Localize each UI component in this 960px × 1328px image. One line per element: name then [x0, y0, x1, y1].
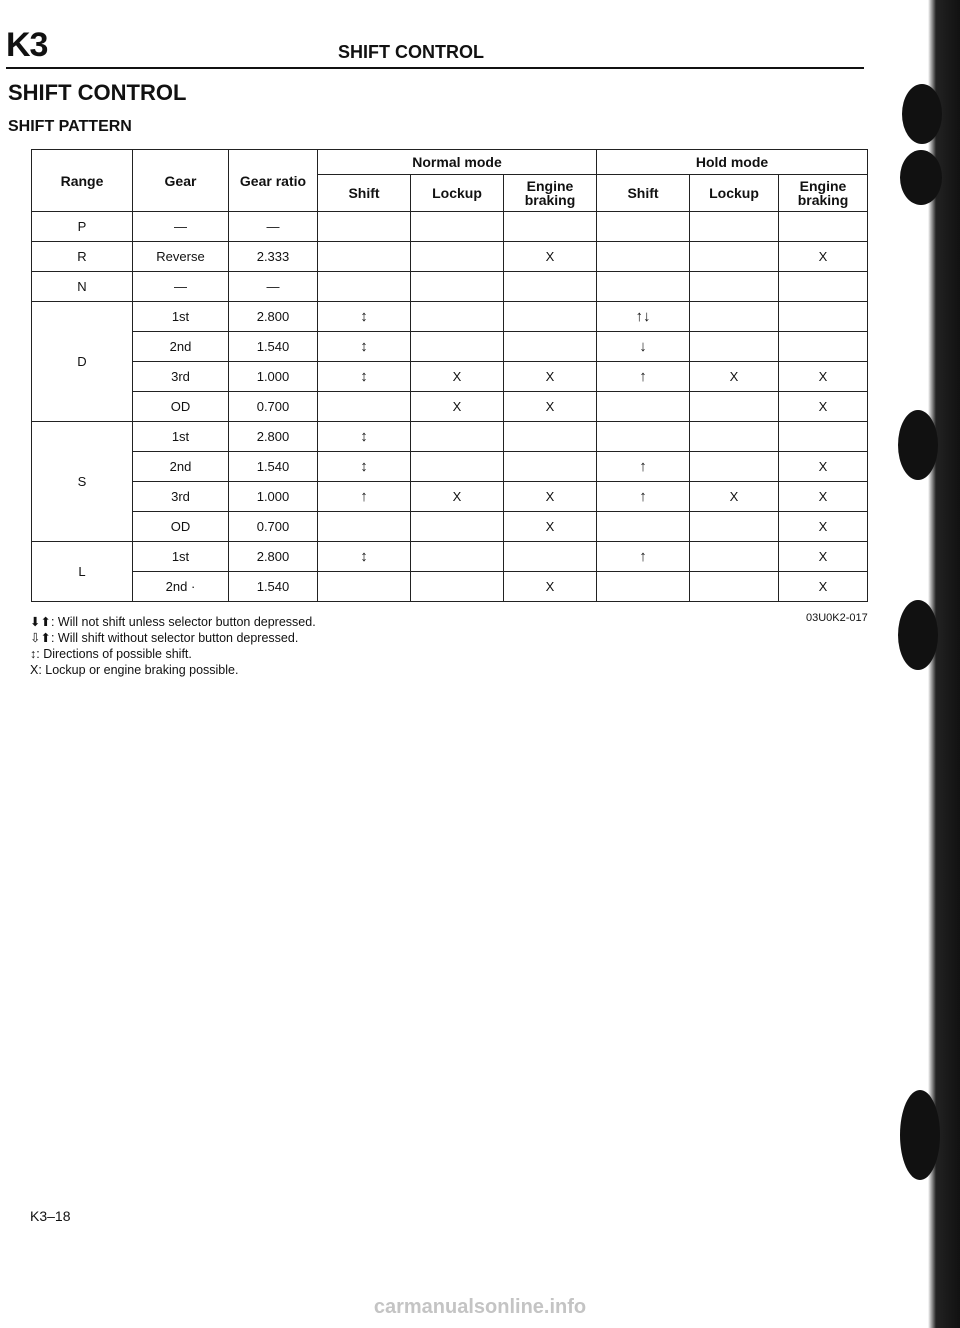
- figure-code: 03U0K2-017: [806, 612, 868, 624]
- table-row: [32, 452, 868, 482]
- shift-pattern-table: [31, 149, 868, 602]
- hold-shift-cell: ↑: [597, 482, 690, 512]
- hold-shift-cell: [597, 392, 690, 422]
- ratio-cell: 1.540: [229, 572, 318, 602]
- hold-engine-braking-cell: X: [779, 572, 868, 602]
- normal-engine-braking-cell: [504, 422, 597, 452]
- normal-shift-cell: [318, 212, 411, 242]
- hold-engine-braking-cell: X: [779, 362, 868, 392]
- gear-cell: 2nd ·: [133, 572, 229, 602]
- ratio-cell: —: [229, 272, 318, 302]
- hold-lockup-cell: [690, 572, 779, 602]
- ratio-cell: 2.800: [229, 302, 318, 332]
- col-normal-lockup: Lockup: [411, 175, 504, 212]
- normal-lockup-cell: [411, 512, 504, 542]
- normal-engine-braking-cell: X: [504, 392, 597, 422]
- normal-shift-cell: [318, 512, 411, 542]
- ratio-cell: —: [229, 212, 318, 242]
- hold-shift-cell: ↑: [597, 542, 690, 572]
- col-normal-shift: Shift: [318, 175, 411, 212]
- ratio-cell: 2.333: [229, 242, 318, 272]
- hold-lockup-cell: [690, 332, 779, 362]
- page-number: K3–18: [30, 1208, 71, 1224]
- legend: [30, 614, 316, 678]
- normal-lockup-cell: [411, 542, 504, 572]
- hold-lockup-cell: [690, 452, 779, 482]
- range-cell: N: [32, 272, 133, 302]
- col-normal-engine-braking: Engine braking: [504, 175, 597, 212]
- binding-mark: [900, 1090, 940, 1180]
- normal-engine-braking-cell: X: [504, 482, 597, 512]
- hold-shift-cell: ↓: [597, 332, 690, 362]
- subsection-title: SHIFT PATTERN: [8, 118, 132, 135]
- ratio-cell: 2.800: [229, 422, 318, 452]
- hold-shift-cell: [597, 512, 690, 542]
- normal-shift-cell: ↕: [318, 362, 411, 392]
- gear-cell: 2nd: [133, 332, 229, 362]
- gear-cell: 2nd: [133, 452, 229, 482]
- table-row: [32, 272, 868, 302]
- hold-lockup-cell: [690, 302, 779, 332]
- normal-shift-cell: ↕: [318, 422, 411, 452]
- ratio-cell: 1.540: [229, 332, 318, 362]
- col-hold-engine-braking: Engine braking: [779, 175, 868, 212]
- normal-shift-cell: ↕: [318, 302, 411, 332]
- legend-item: ⇩⬆: Will shift without selector button depressed.: [30, 631, 299, 645]
- hold-lockup-cell: [690, 422, 779, 452]
- range-cell: R: [32, 242, 133, 272]
- col-gear-ratio: Gear ratio: [229, 150, 318, 212]
- normal-lockup-cell: [411, 332, 504, 362]
- hold-lockup-cell: [690, 392, 779, 422]
- hold-engine-braking-cell: [779, 272, 868, 302]
- hold-shift-cell: ↑: [597, 362, 690, 392]
- normal-engine-braking-cell: X: [504, 572, 597, 602]
- hold-engine-braking-cell: [779, 302, 868, 332]
- normal-shift-cell: ↕: [318, 542, 411, 572]
- gear-cell: 3rd: [133, 482, 229, 512]
- table-row: [32, 572, 868, 602]
- binding-mark: [902, 84, 942, 144]
- table-row: [32, 212, 868, 242]
- gear-cell: —: [133, 212, 229, 242]
- normal-lockup-cell: X: [411, 362, 504, 392]
- legend-item: X: Lockup or engine braking possible.: [30, 663, 239, 677]
- table-row: [32, 542, 868, 572]
- col-hold-shift: Shift: [597, 175, 690, 212]
- section-title: SHIFT CONTROL: [8, 80, 187, 105]
- gear-cell: Reverse: [133, 242, 229, 272]
- hold-lockup-cell: [690, 542, 779, 572]
- normal-engine-braking-cell: [504, 332, 597, 362]
- normal-shift-cell: ↕: [318, 452, 411, 482]
- normal-engine-braking-cell: [504, 452, 597, 482]
- hold-engine-braking-cell: X: [779, 512, 868, 542]
- col-normal-mode: Normal mode: [318, 150, 597, 175]
- hold-engine-braking-cell: X: [779, 392, 868, 422]
- normal-lockup-cell: [411, 572, 504, 602]
- table-row: [32, 482, 868, 512]
- range-cell: L: [32, 542, 133, 602]
- col-hold-lockup: Lockup: [690, 175, 779, 212]
- header-rule: [6, 67, 864, 69]
- table-row: [32, 242, 868, 272]
- col-hold-mode: Hold mode: [597, 150, 868, 175]
- table-row: [32, 512, 868, 542]
- hold-engine-braking-cell: X: [779, 452, 868, 482]
- normal-lockup-cell: [411, 242, 504, 272]
- ratio-cell: 1.540: [229, 452, 318, 482]
- hold-shift-cell: ↑↓: [597, 302, 690, 332]
- hold-shift-cell: [597, 272, 690, 302]
- normal-engine-braking-cell: [504, 272, 597, 302]
- table-row: [32, 392, 868, 422]
- hold-lockup-cell: [690, 242, 779, 272]
- hold-engine-braking-cell: [779, 332, 868, 362]
- normal-lockup-cell: [411, 302, 504, 332]
- hold-lockup-cell: [690, 212, 779, 242]
- hold-shift-cell: [597, 242, 690, 272]
- hold-lockup-cell: X: [690, 362, 779, 392]
- normal-shift-cell: [318, 572, 411, 602]
- hold-lockup-cell: [690, 272, 779, 302]
- ratio-cell: 0.700: [229, 512, 318, 542]
- col-range: Range: [32, 150, 133, 212]
- ratio-cell: 2.800: [229, 542, 318, 572]
- gear-cell: 3rd: [133, 362, 229, 392]
- binding-mark: [898, 410, 938, 480]
- normal-shift-cell: ↑: [318, 482, 411, 512]
- normal-lockup-cell: [411, 272, 504, 302]
- table-body: [32, 212, 868, 602]
- gear-cell: 1st: [133, 302, 229, 332]
- hold-engine-braking-cell: [779, 212, 868, 242]
- table-row: [32, 362, 868, 392]
- binding-mark: [898, 600, 938, 670]
- hold-shift-cell: [597, 572, 690, 602]
- normal-lockup-cell: [411, 212, 504, 242]
- header-title: SHIFT CONTROL: [338, 42, 484, 62]
- range-cell: P: [32, 212, 133, 242]
- hold-lockup-cell: [690, 512, 779, 542]
- hold-shift-cell: [597, 422, 690, 452]
- hold-engine-braking-cell: X: [779, 242, 868, 272]
- hold-engine-braking-cell: X: [779, 482, 868, 512]
- hold-shift-cell: [597, 212, 690, 242]
- hold-lockup-cell: X: [690, 482, 779, 512]
- normal-shift-cell: [318, 272, 411, 302]
- normal-lockup-cell: [411, 452, 504, 482]
- legend-item: ⬇⬆: Will not shift unless selector button depressed.: [30, 615, 316, 629]
- normal-shift-cell: ↕: [318, 332, 411, 362]
- gear-cell: 1st: [133, 542, 229, 572]
- range-cell: S: [32, 422, 133, 542]
- normal-lockup-cell: X: [411, 392, 504, 422]
- ratio-cell: 0.700: [229, 392, 318, 422]
- table-row: [32, 332, 868, 362]
- range-cell: D: [32, 302, 133, 422]
- hold-engine-braking-cell: X: [779, 542, 868, 572]
- header-code: K3: [6, 26, 48, 64]
- hold-engine-braking-cell: [779, 422, 868, 452]
- normal-engine-braking-cell: [504, 302, 597, 332]
- normal-engine-braking-cell: X: [504, 242, 597, 272]
- normal-engine-braking-cell: [504, 542, 597, 572]
- normal-engine-braking-cell: X: [504, 362, 597, 392]
- normal-lockup-cell: [411, 422, 504, 452]
- table-row: [32, 302, 868, 332]
- gear-cell: 1st: [133, 422, 229, 452]
- watermark: carmanualsonline.info: [373, 1296, 587, 1318]
- table-row: [32, 422, 868, 452]
- gear-cell: —: [133, 272, 229, 302]
- ratio-cell: 1.000: [229, 362, 318, 392]
- ratio-cell: 1.000: [229, 482, 318, 512]
- legend-item: ↕: Directions of possible shift.: [30, 647, 192, 661]
- normal-engine-braking-cell: X: [504, 512, 597, 542]
- hold-shift-cell: ↑: [597, 452, 690, 482]
- normal-lockup-cell: X: [411, 482, 504, 512]
- normal-shift-cell: [318, 242, 411, 272]
- col-gear: Gear: [133, 150, 229, 212]
- normal-engine-braking-cell: [504, 212, 597, 242]
- gear-cell: OD: [133, 392, 229, 422]
- normal-shift-cell: [318, 392, 411, 422]
- binding-mark: [900, 150, 942, 205]
- gear-cell: OD: [133, 512, 229, 542]
